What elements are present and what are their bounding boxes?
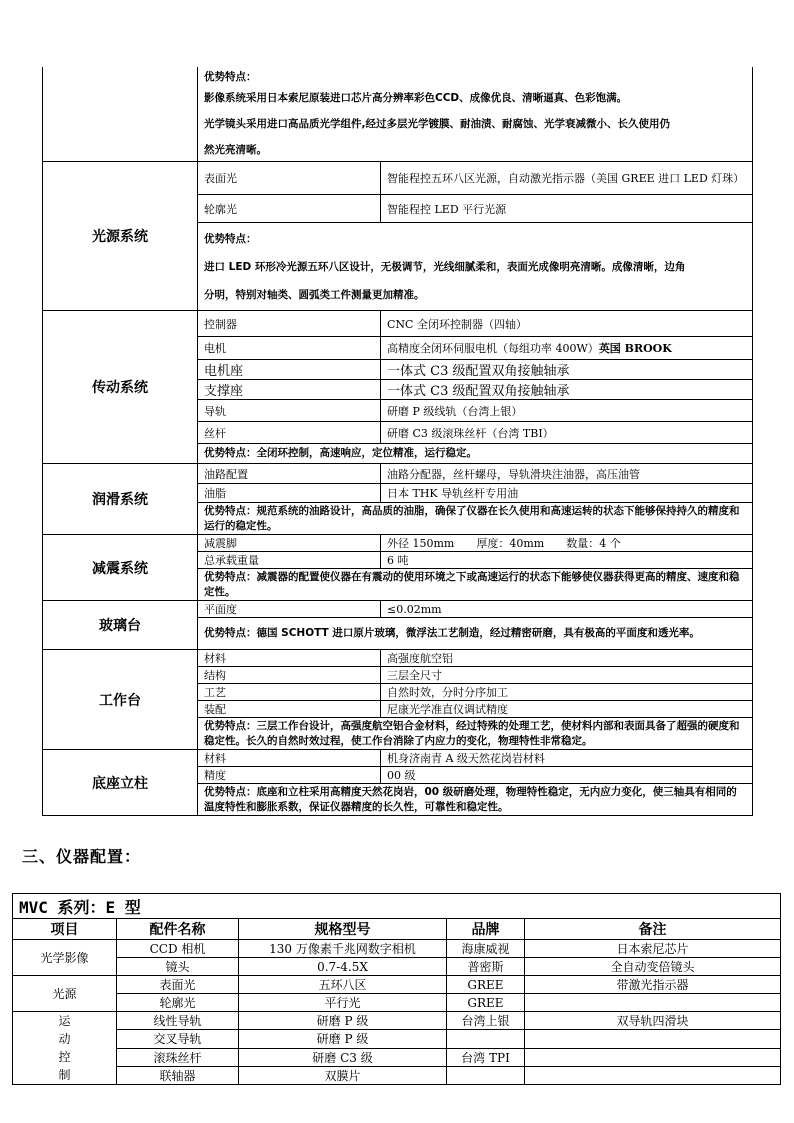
group-motion-char: 运: [58, 1014, 71, 1028]
damp-row: [43, 535, 753, 552]
drive-value: 研磨 C3 级滚珠丝杆（台湾 TBI）: [381, 422, 753, 444]
part-spec: 130 万像素千兆网数字相机: [239, 940, 447, 958]
optical-name-cell: [43, 67, 198, 162]
base-row: [43, 750, 753, 767]
optical-adv-label: 优势特点：: [204, 71, 257, 83]
config-row: [13, 994, 781, 1012]
optical-adv-line2: 光学镜头采用进口高品质光学组件,经过多层光学镀膜、耐油渍、耐腐蚀、光学衰减微小、长久使用仍: [204, 118, 670, 130]
drive-value: 一体式 C3 级配置双角接触轴承: [381, 380, 753, 400]
lube-value: 油路分配器，丝杆螺母，导轨滑块注油器，高压油管: [381, 464, 753, 484]
drive-value: 研磨 P 级线轨（台湾上银）: [381, 400, 753, 422]
part-name: CCD 相机: [117, 940, 239, 958]
config-row: [13, 1030, 781, 1048]
lube-value: 日本 THK 导轨丝杆专用油: [381, 484, 753, 503]
bench-adv: 优势特点：三层工作台设计，高强度航空铝合金材料，经过特殊的处理工艺，使材料内部和表面具备了超强的硬度和稳定性。长久的自然时效过程，使工作台消除了内应力的变化，物理特性非常稳定。: [198, 718, 753, 750]
glass-value: ≤0.02mm: [381, 601, 753, 618]
part-name: 滚珠丝杆: [117, 1048, 239, 1066]
config-row: [13, 1066, 781, 1084]
group-motion-char: 控: [58, 1050, 71, 1064]
header-note: 备注: [525, 919, 781, 940]
part-note: [525, 1066, 781, 1084]
bench-label: 材料: [198, 650, 381, 667]
part-brand: 海康威视: [447, 940, 525, 958]
part-spec: 0.7-4.5X: [239, 958, 447, 976]
part-note: 带激光指示器: [525, 976, 781, 994]
part-brand: [447, 1030, 525, 1048]
base-adv: 优势特点：底座和立柱采用高精度天然花岗岩，00 级研磨处理，物理特性稳定，无内应力变化，使三轴具有相同的温度特性和膨胀系数，保证仪器精度的长久性，可靠性和稳定性。: [198, 784, 753, 816]
light-label: 表面光: [198, 162, 381, 195]
damp-label: 总承载重量: [198, 552, 381, 569]
base-value: 机身济南青 A 级天然花岗岩材料: [381, 750, 753, 767]
light-adv-line2: 分明，特别对轴类、圆弧类工件测量更加精准。: [204, 288, 425, 301]
base-system-name: 底座立柱: [43, 750, 198, 816]
part-name: 线性导轨: [117, 1012, 239, 1030]
damp-value: 外径 150mm 厚度：40mm 数量：4 个: [381, 535, 753, 552]
light-adv-cell: [198, 223, 753, 311]
config-row: [13, 976, 781, 994]
part-note: 双导轨四滑块: [525, 1012, 781, 1030]
bench-row: [43, 650, 753, 667]
part-note: [525, 1030, 781, 1048]
part-note: [525, 994, 781, 1012]
spec-table: [42, 67, 753, 816]
part-spec: 双膜片: [239, 1066, 447, 1084]
drive-value: 一体式 C3 级配置双角接触轴承: [381, 360, 753, 380]
lube-system-name: 润滑系统: [43, 464, 198, 535]
light-adv-line1: 进口 LED 环形冷光源五环八区设计，无极调节，光线细腻柔和，表面光成像明亮清晰。成像清晰，边角: [204, 260, 686, 273]
bench-label: 装配: [198, 701, 381, 718]
group-light: 光源: [13, 976, 117, 1012]
glass-row: [43, 601, 753, 618]
light-system-name: 光源系统: [43, 162, 198, 311]
glass-label: 平面度: [198, 601, 381, 618]
section-title: 三、仪器配置：: [22, 847, 142, 866]
part-name: 表面光: [117, 976, 239, 994]
bench-label: 结构: [198, 667, 381, 684]
header-spec: 规格型号: [239, 919, 447, 940]
drive-label: 电机: [198, 337, 381, 360]
drive-row: [43, 311, 753, 337]
light-label: 轮廓光: [198, 195, 381, 223]
drive-label: 丝杆: [198, 422, 381, 444]
drive-adv: 优势特点：全闭环控制，高速响应，定位精准，运行稳定。: [198, 444, 753, 464]
light-adv-label: 优势特点：: [204, 232, 257, 245]
config-title: MVC 系列：E 型: [13, 894, 781, 919]
header-part: 配件名称: [117, 919, 239, 940]
part-brand: [447, 1066, 525, 1084]
config-header-row: [13, 919, 781, 940]
lube-adv: 优势特点：规范系统的油路设计，高品质的油脂，确保了仪器在长久使用和高速运转的状态下能够保持持久的精度和运行的稳定性。: [198, 503, 753, 535]
config-row: [13, 940, 781, 958]
drive-label: 导轨: [198, 400, 381, 422]
part-note: 全自动变倍镜头: [525, 958, 781, 976]
config-table: [12, 893, 781, 1085]
drive-label: 电机座: [198, 360, 381, 380]
part-name: 交叉导轨: [117, 1030, 239, 1048]
part-brand: 台湾上银: [447, 1012, 525, 1030]
part-brand: GREE: [447, 976, 525, 994]
header-brand: 品牌: [447, 919, 525, 940]
damp-value: 6 吨: [381, 552, 753, 569]
drive-value: [381, 337, 753, 360]
base-label: 精度: [198, 767, 381, 784]
config-title-row: [13, 894, 781, 919]
damp-system-name: 减震系统: [43, 535, 198, 601]
glass-adv: 优势特点：德国 SCHOTT 进口原片玻璃，微浮法工艺制造，经过精密研磨，具有极高的平面度和透光率。: [198, 618, 753, 650]
optical-adv-row: [43, 67, 753, 162]
lube-row: [43, 464, 753, 484]
optical-adv-line3: 然光亮清晰。: [204, 144, 267, 156]
bench-system-name: 工作台: [43, 650, 198, 750]
light-value: 智能程控 LED 平行光源: [381, 195, 753, 223]
config-row: [13, 1012, 781, 1030]
part-name: 轮廓光: [117, 994, 239, 1012]
glass-system-name: 玻璃台: [43, 601, 198, 650]
part-note: 日本索尼芯片: [525, 940, 781, 958]
bench-label: 工艺: [198, 684, 381, 701]
optical-adv-cell: [198, 67, 753, 162]
drive-system-name: 传动系统: [43, 311, 198, 464]
lube-label: 油脂: [198, 484, 381, 503]
part-spec: 研磨 C3 级: [239, 1048, 447, 1066]
part-name: 镜头: [117, 958, 239, 976]
base-label: 材料: [198, 750, 381, 767]
drive-value-text: 高精度全闭环伺服电机（每组功率 400W）: [387, 342, 599, 355]
bench-value: 三层全尺寸: [381, 667, 753, 684]
damp-adv: 优势特点：减震器的配置使仪器在有震动的使用环境之下或高速运行的状态下能够使仪器获得更高的精度、速度和稳定性。: [198, 569, 753, 601]
bench-value: 高强度航空铝: [381, 650, 753, 667]
part-spec: 研磨 P 级: [239, 1012, 447, 1030]
group-optical: 光学影像: [13, 940, 117, 976]
part-brand: 台湾 TPI: [447, 1048, 525, 1066]
bench-value: 尼康光学准直仪调试精度: [381, 701, 753, 718]
drive-value: CNC 全闭环控制器（四轴）: [381, 311, 753, 337]
light-value: 智能程控五环八区光源，自动激光指示器（美国 GREE 进口 LED 灯珠）: [381, 162, 753, 195]
header-item: 项目: [13, 919, 117, 940]
part-name: 联轴器: [117, 1066, 239, 1084]
group-motion-char: 制: [58, 1068, 71, 1082]
part-spec: 研磨 P 级: [239, 1030, 447, 1048]
group-motion: [13, 1012, 117, 1085]
optical-adv-line1: 影像系统采用日本索尼原装进口芯片高分辨率彩色CCD、成像优良、清晰逼真、色彩饱满。: [204, 92, 628, 104]
drive-value-brand: 英国 BROOK: [598, 342, 672, 355]
config-row: [13, 1048, 781, 1066]
part-brand: GREE: [447, 994, 525, 1012]
light-row: [43, 162, 753, 195]
config-row: [13, 958, 781, 976]
group-motion-char: 动: [58, 1032, 71, 1046]
bench-value: 自然时效，分时分序加工: [381, 684, 753, 701]
part-brand: 普密斯: [447, 958, 525, 976]
damp-label: 减震脚: [198, 535, 381, 552]
part-spec: 平行光: [239, 994, 447, 1012]
drive-label: 控制器: [198, 311, 381, 337]
base-value: 00 级: [381, 767, 753, 784]
part-spec: 五环八区: [239, 976, 447, 994]
lube-label: 油路配置: [198, 464, 381, 484]
part-note: [525, 1048, 781, 1066]
drive-label: 支撑座: [198, 380, 381, 400]
